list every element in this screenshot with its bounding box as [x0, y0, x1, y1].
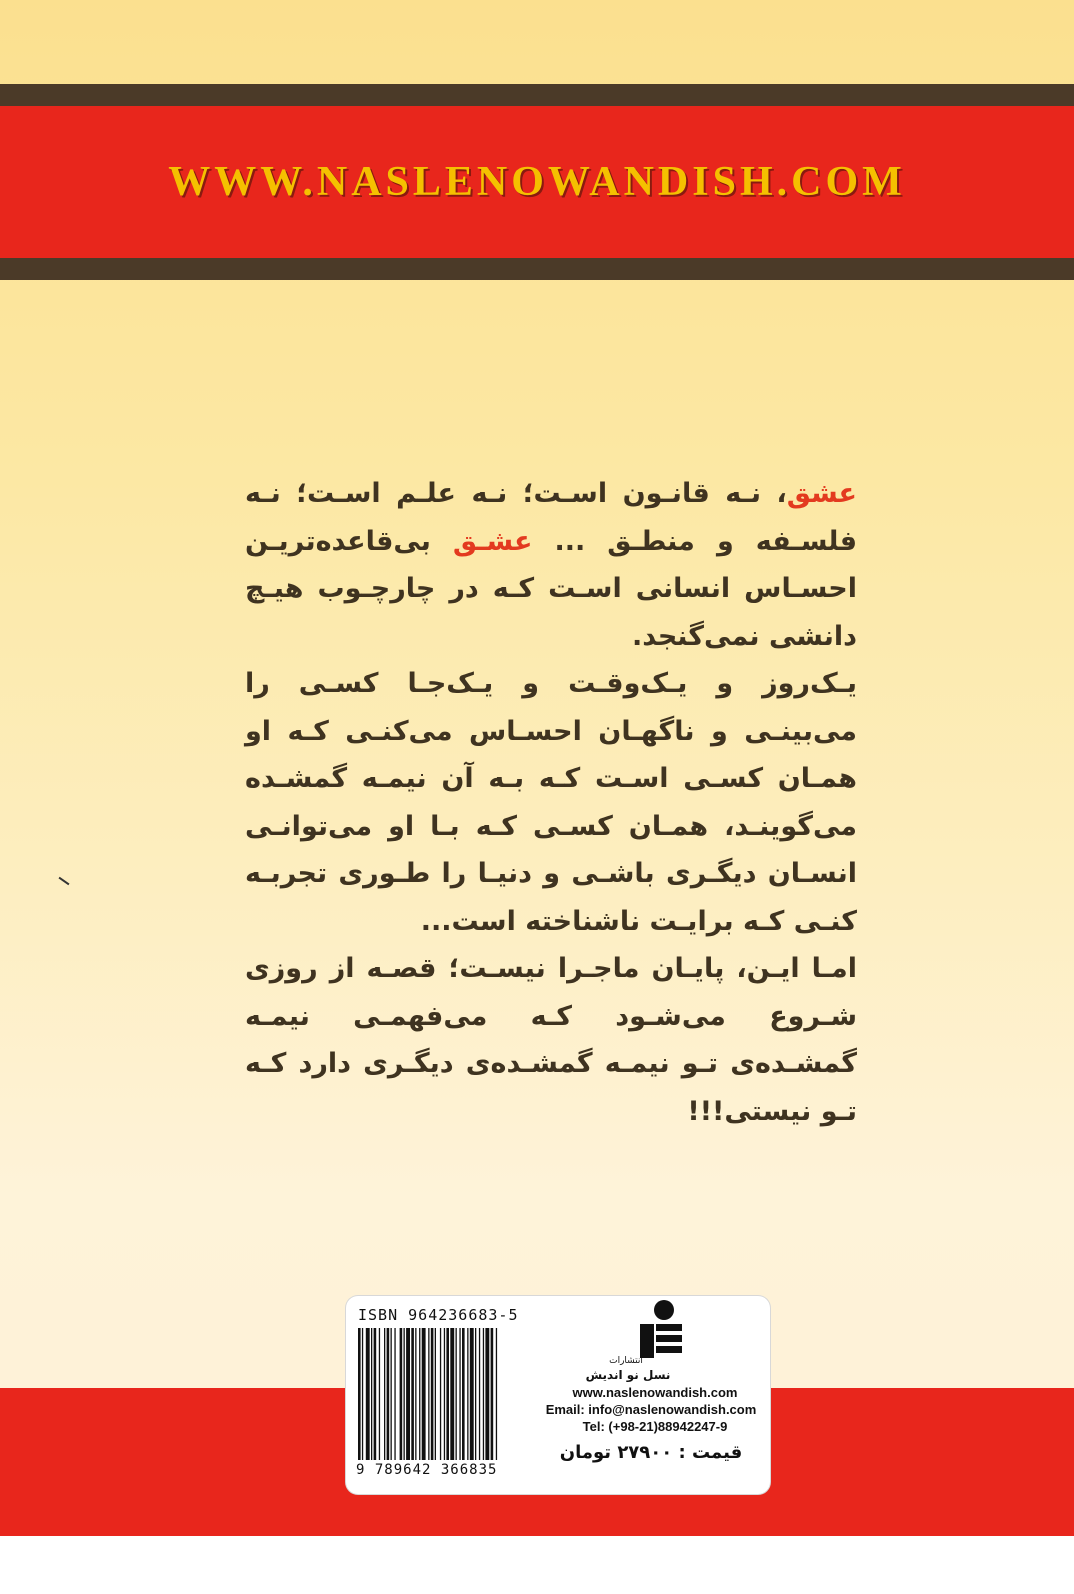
scratch-mark — [59, 877, 70, 886]
barcode-bar — [371, 1328, 372, 1460]
barcode-icon — [356, 1328, 541, 1460]
barcode-bar — [406, 1328, 410, 1460]
barcode-bar — [491, 1328, 494, 1460]
barcode-bar — [362, 1328, 363, 1460]
top-dark-stripe — [0, 84, 1074, 106]
barcode-bar — [483, 1328, 484, 1460]
barcode-bar — [440, 1328, 441, 1460]
highlight-word: عشق — [786, 478, 857, 509]
barcode-bar — [379, 1328, 380, 1460]
isbn-label: ISBN 964236683-5 — [358, 1306, 519, 1324]
barcode-bar — [496, 1328, 497, 1460]
barcode-bar — [358, 1328, 361, 1460]
barcode-bar — [470, 1328, 474, 1460]
price-sticker — [346, 1296, 770, 1494]
barcode-bar — [400, 1328, 403, 1460]
barcode-bar — [459, 1328, 460, 1460]
barcode-bar — [456, 1328, 457, 1460]
blurb-paragraph-3: امـا ایـن، پایـان ماجـرا نیسـت؛ قصـه از روزی شـروع می‌شـود کـه می‌فهمـی نیمـه گمشـده‌ی تـو نیمـه گمشـده‌ی دیگـری دارد کـه تـو نیستی!!! — [245, 953, 857, 1127]
barcode-bar — [411, 1328, 414, 1460]
blurb-paragraph-2: یـک‌روز و یـک‌وقـت و یـک‌جـا کسـی را می‌بینـی و ناگهـان احسـاس می‌کنـی کـه او همـان کسـی اسـت کـه بـه آن نیمـه گمشـده می‌گوینـد، همـان کسـی کـه بـا او می‌توانـی انسـان دیگـری باشـی و دنیـا را طـوری تجربـه کنـی کـه برایـت ناشناخته است... — [245, 668, 857, 937]
barcode-bar — [374, 1328, 377, 1460]
publisher-website: www.naslenowandish.com — [572, 1385, 738, 1400]
barcode-bar — [428, 1328, 429, 1460]
publisher-email: Email: info@naslenowandish.com — [545, 1402, 757, 1417]
publisher-name: نسل نو اندیش — [585, 1368, 671, 1382]
publisher-label: انتشارات — [609, 1356, 643, 1366]
barcode-bar — [462, 1328, 465, 1460]
barcode-bar — [419, 1328, 420, 1460]
barcode-number: 9 789642 366835 — [356, 1462, 498, 1478]
barcode-bar — [450, 1328, 454, 1460]
publisher-website-banner: WWW.NASLENOWANDISH.COM — [168, 159, 906, 205]
barcode-bar — [404, 1328, 405, 1460]
barcode-bar — [444, 1328, 445, 1460]
barcode-bar — [431, 1328, 434, 1460]
barcode-bar — [467, 1328, 468, 1460]
barcode-bar — [394, 1328, 395, 1460]
bottom-dark-stripe — [0, 258, 1074, 280]
barcode-bar — [479, 1328, 480, 1460]
blurb-segment: بی‌قاعده‌تریـن احسـاس انسانی اسـت کـه در چارچـوب هیـچ دانشی نمی‌گنجد. — [245, 525, 857, 652]
blurb-text — [245, 470, 857, 1135]
highlight-word: عشـق — [452, 525, 533, 557]
barcode-bar — [435, 1328, 436, 1460]
barcode-bar — [475, 1328, 476, 1460]
barcode-bar — [384, 1328, 385, 1460]
blurb-paragraph-1 — [245, 470, 857, 660]
blurb-segment: ، نـه قانـون اسـت؛ نـه علـم اسـت؛ نـه فلسـفه و منطـق ... — [245, 478, 858, 557]
barcode-bar — [446, 1328, 449, 1460]
barcode-bar — [391, 1328, 392, 1460]
footer-white-strip — [0, 1536, 1074, 1594]
barcode-bar — [422, 1328, 426, 1460]
barcode-bar — [387, 1328, 390, 1460]
barcode-bar — [366, 1328, 370, 1460]
barcode-bar — [415, 1328, 416, 1460]
publisher-phone: Tel: (+98-21)88942247-9 — [582, 1419, 728, 1434]
price-label: قیمت : ۲۷۹۰۰ تومان — [559, 1442, 743, 1463]
barcode-bar — [485, 1328, 489, 1460]
